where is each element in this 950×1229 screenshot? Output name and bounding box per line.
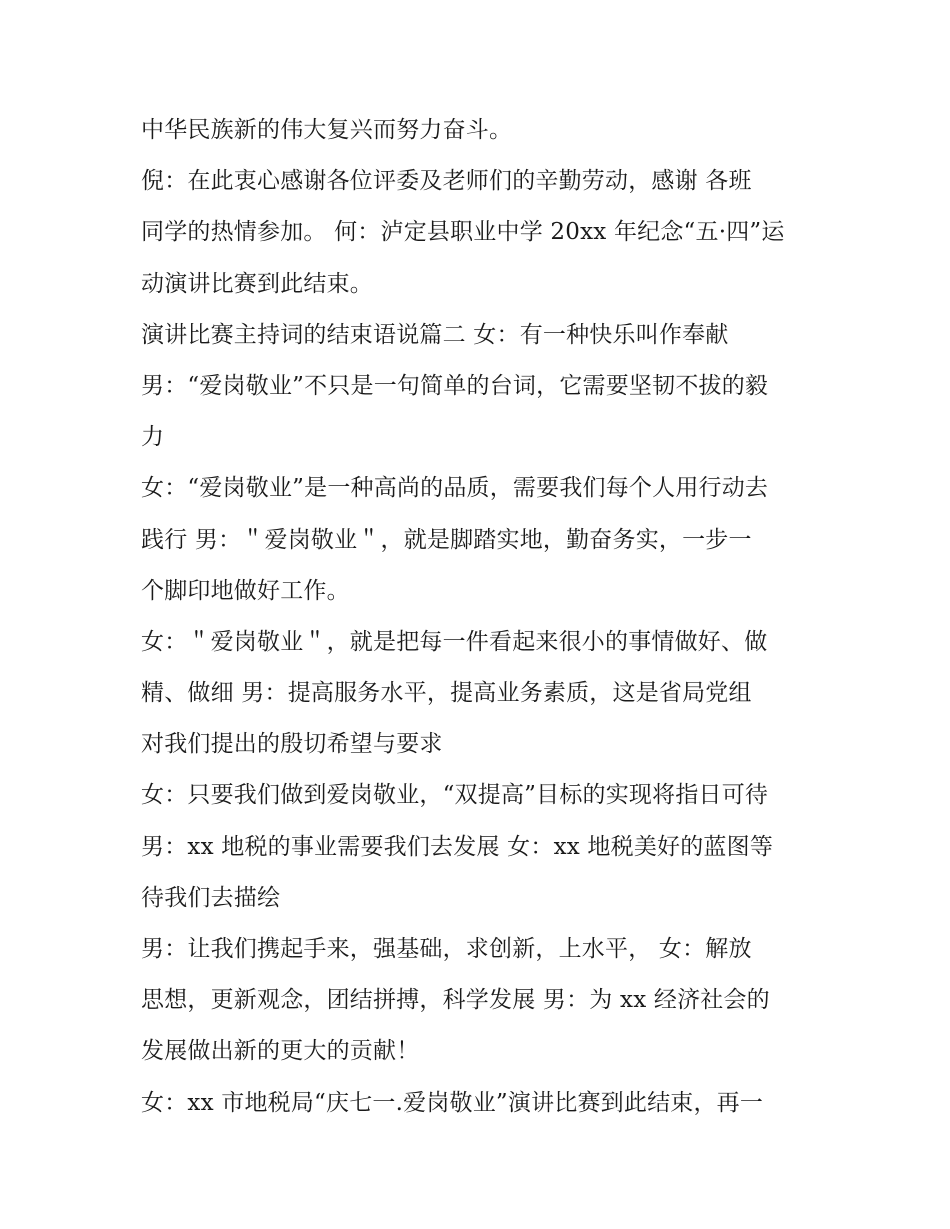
text-line: 女：xx 市地税局“庆七一.爱岗敬业”演讲比赛到此结束，再一: [141, 1089, 764, 1116]
text-line: 女：只要我们做到爱岗敬业，“双提高”目标的实现将指日可待: [141, 782, 769, 809]
text-line: 践行 男：＂爱岗敬业＂，就是脚踏实地，勤奋务实，一步一: [141, 526, 752, 553]
text-line: 待我们去描绘: [141, 884, 281, 911]
text-line: 女：＂爱岗敬业＂，就是把每一件看起来很小的事情做好、做: [141, 628, 768, 655]
text-line: 发展做出新的更大的贡献！: [141, 1038, 420, 1065]
text-line: 中华民族新的伟大复兴而努力奋斗。: [141, 117, 513, 143]
text-line: 动演讲比赛到此结束。: [141, 270, 373, 297]
text-line: 精、做细 男：提高服务水平，提高业务素质，这是省局党组: [141, 680, 752, 707]
text-line: 男：让我们携起手来，强基础，求创新，上水平， 女：解放: [141, 936, 752, 962]
text-line: 个脚印地做好工作。: [141, 577, 350, 604]
document-body: [141, 110, 821, 1134]
text-line: 力: [141, 424, 165, 451]
text-line: 同学的热情参加。 何：泸定县职业中学 20xx 年纪念“五·四”运: [141, 219, 785, 246]
text-line: 倪：在此衷心感谢各位评委及老师们的辛勤劳动，感谢 各班: [141, 168, 752, 195]
text-line: 男：xx 地税的事业需要我们去发展 女：xx 地税美好的蓝图等: [141, 833, 774, 860]
text-line: 演讲比赛主持词的结束语说篇二 女：有一种快乐叫作奉献: [141, 321, 729, 348]
text-line: 思想，更新观念，团结拼搏，科学发展 男：为 xx 经济社会的: [141, 987, 770, 1014]
text-line: 女：“爱岗敬业”是一种高尚的品质，需要我们每个人用行动去: [141, 475, 769, 502]
text-line: 对我们提出的殷切希望与要求: [141, 731, 443, 758]
text-line: 男：“爱岗敬业”不只是一句简单的台词，它需要坚韧不拔的毅: [141, 372, 769, 399]
